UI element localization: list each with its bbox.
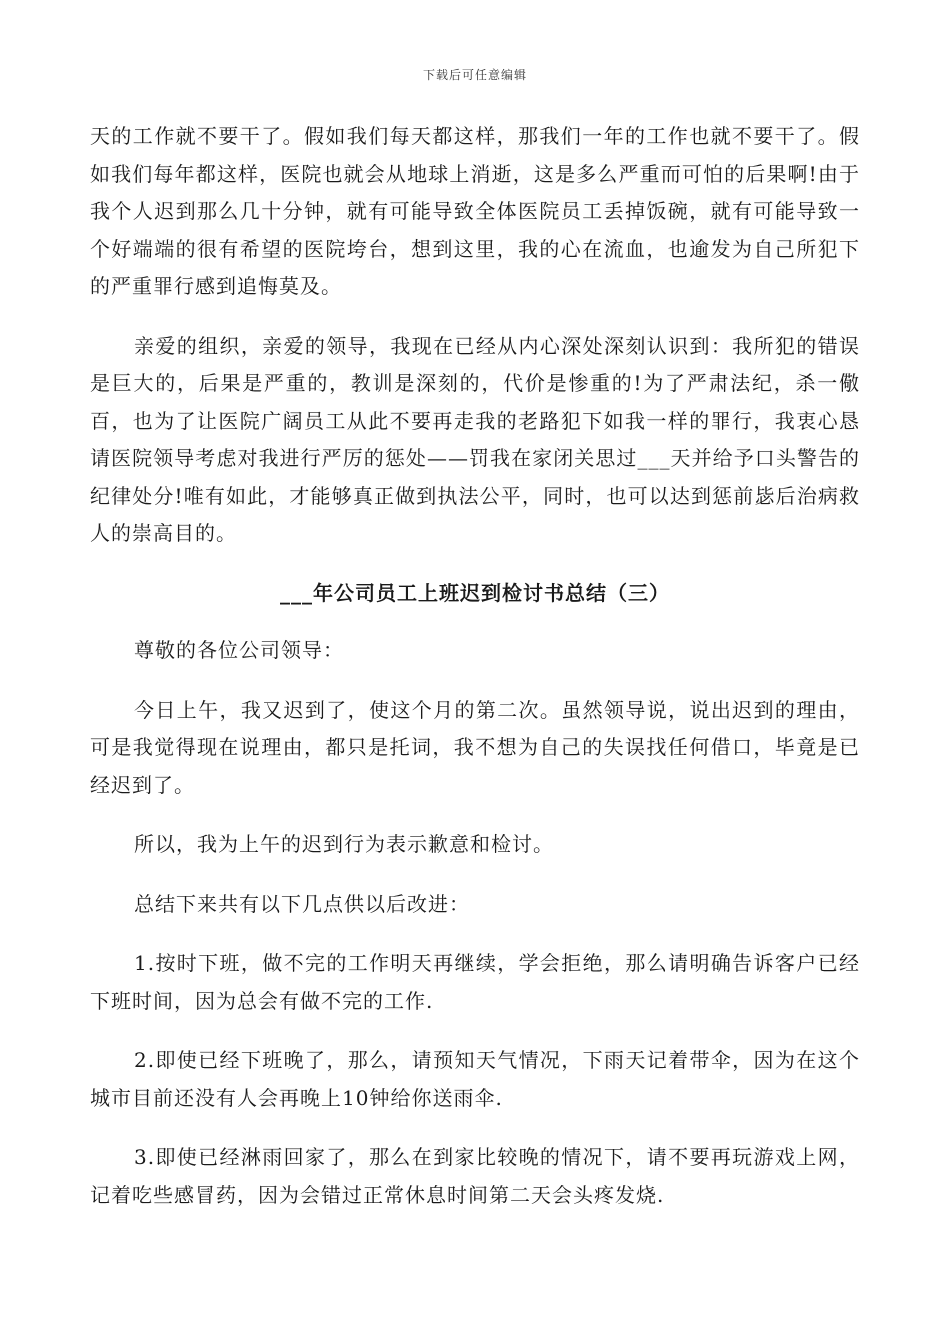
paragraph-summary-intro: 总结下来共有以下几点供以后改进： — [134, 891, 470, 916]
list-item: 3.即使已经淋雨回家了，那么在到家比较晚的情况下，请不要再玩游戏上网，记着吃些感冒药，因为会错过正常休息时间第二天会头疼发烧. — [90, 1145, 860, 1207]
paragraph-continuation: 天的工作就不要干了。假如我们每天都这样，那我们一年的工作也就不要干了。假如我们每年都这样，医院也就会从地球上消逝，这是多么严重而可怕的后果啊!由于我个人迟到那么几十分钟，就有可能导致全体医院员工丢掉饭碗，就有可能导致一个好端端的很有希望的医院垮台，想到这里，我的心在流血，也逾发为自己所犯下的严重罪行感到追悔莫及。 — [90, 124, 860, 298]
list-item: 2.即使已经下班晚了，那么，请预知天气情况，下雨天记着带伞，因为在这个城市目前还没有人会再晚上10钟给你送雨伞. — [90, 1048, 860, 1110]
greeting: 尊敬的各位公司领导： — [134, 638, 344, 662]
document-body — [90, 118, 860, 1236]
section-heading: ___年公司员工上班迟到检讨书总结（三） — [280, 580, 670, 605]
paragraph-apology-short: 所以，我为上午的迟到行为表示歉意和检讨。 — [134, 832, 554, 856]
paragraph-late-today: 今日上午，我又迟到了，使这个月的第二次。虽然领导说，说出迟到的理由，可是我觉得现在说理由，都只是托词，我不想为自己的失误找任何借口，毕竟是已经迟到了。 — [90, 697, 860, 797]
paragraph-apology: 亲爱的组织，亲爱的领导，我现在已经从内心深处深刻认识到：我所犯的错误是巨大的，后果是严重的，教训是深刻的，代价是惨重的!为了严肃法纪，杀一儆百，也为了让医院广阔员工从此不要再走我的老路犯下如我一样的罪行，我衷心恳请医院领导考虑对我进行严厉的惩处——罚我在家闭关思过___天并给予口头警告的纪律处分!唯有如此，才能够真正做到执法公平，同时，也可以达到惩前毖后治病救人的崇高目的。 — [90, 333, 860, 545]
list-item: 1.按时下班，做不完的工作明天再继续，学会拒绝，那么请明确告诉客户已经下班时间，因为总会有做不完的工作. — [90, 951, 860, 1013]
header-note: 下载后可任意编辑 — [422, 68, 527, 82]
